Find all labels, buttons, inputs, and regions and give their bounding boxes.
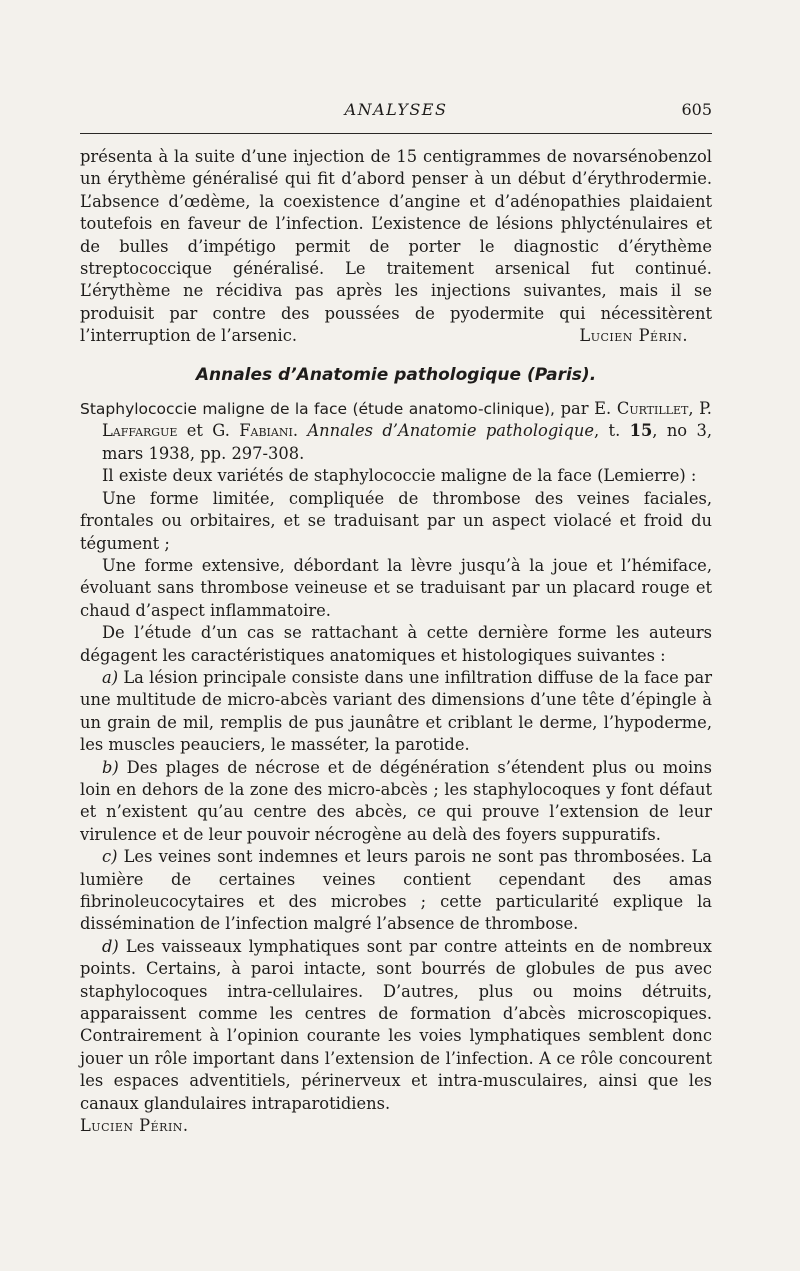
paragraph-form-extensive: Une forme extensive, débordant la lèvre jusqu’à la joue et l’hémiface, évoluant sans thrombose veineuse et se traduisant par un placard rouge et chaud d’aspect inflammatoire. [80,555,712,620]
reference-issue: , no 3, mars 1938, pp. 297-308. [102,421,712,463]
paragraph-form-limited: Une forme limitée, compliquée de thrombose des veines faciales, frontales ou orbitaires, et se traduisant par un aspect violacé et froid du tégument ; [80,488,712,553]
journal-heading: Annales d’Anatomie pathologique (Paris). [195,364,597,385]
signature: Lucien Périn. [80,1116,189,1136]
text-b: Des plages de nécrose et de dégénération s’étendent plus ou moins loin en dehors de la zone des micro-abcès ; les staphylocoques y font défaut et n’existent qu’au centre des abcès, ce qui prouve l’extension de leur virulence et de leur pouvoir nécrogène au delà des foyers suppuratifs. [80,757,712,844]
paragraph-c [80,846,712,936]
reference-dot: . [292,421,308,441]
page-body [80,146,712,1137]
paragraph-d [80,936,712,1115]
running-head [80,100,712,124]
paragraph-b [80,757,712,847]
page-number: 605 [681,100,712,119]
paragraph-a [80,667,712,757]
author-curtillet: E. Curtillet [594,399,689,419]
previous-article-paragraph: présenta à la suite d’une injection de 15 centigrammes de novarsénobenzol un érythème généralisé qui fit d’abord penser à un début d’érythrodermie. L’absence d’œdème, la coexistence d’angine et d’adénopathies plaidaient toutefois en faveur de l’infection. L’existence de lésions phlycténulaires et de bulles d’impétigo permit de porter le diagnostic d’érythème streptococcique généralisé. Le traitement arsenical fut continué. L’érythème ne récidiva pas après les injections suivantes, mais il se produisit par contre des poussées de pyodermite qui nécessitèrent l’interruption de l’arsenic. [80,147,712,346]
reference-tome: 15 [629,421,653,441]
text-a: La lésion principale consiste dans une infiltration diffuse de la face par une multitude de micro-abcès variant des dimensions d’une tête d’épingle à un grain de mil, remplis de pus jaunâtre et criblant le derme, l’hypoderme, les muscles peauciers, le masséter, la parotide. [80,667,712,755]
previous-article-signature: Lucien Périn. [579,326,688,346]
reference-sep: , [688,399,700,419]
reference-tome-prefix: , t. [594,421,630,441]
text-c: Les veines sont indemnes et leurs parois ne sont pas thrombosées. La lumière de certaines veines contient cependant des amas fibrinoleucocytaires et des microbes ; cette particularité explique la dissémination de l’infection malgré l’absence de thrombose. [80,847,712,934]
label-b: b) [102,757,119,777]
paragraph-study: De l’étude d’un cas se rattachant à cette dernière forme les auteurs dégagent les caractéristiques anatomiques et histologiques suivantes : [80,623,712,665]
text-d: Les vaisseaux lymphatiques sont par contre atteints en de nombreux points. Certains, à paroi intacte, sont bourrés de globules de pus avec staphylocoques intra-cellulaires. D’autres, plus ou moins détruits, apparaissent comme les centres de formation d’abcès microscopiques. Contrairement à l’opinion courante les voies lymphatiques semblent donc jouer un rôle important dans l’extension de l’infection. A ce rôle concourent les espaces adventitiels, périnerveux et intra-musculaires, ainsi que les canaux glandulaires intraparotidiens. [80,936,712,1113]
running-title: ANALYSES [344,100,448,119]
reference-by: par [554,399,595,419]
previous-article-text [80,146,712,348]
article-reference [80,398,712,465]
label-c: c) [102,847,118,867]
reference-and: et [177,421,213,441]
reference-journal: Annales d’Anatomie pathologique [307,421,595,441]
article-title: Staphylococcie maligne de la face (étude anatomo-clinique), [80,400,555,419]
header-rule [80,133,712,134]
label-d: d) [102,936,119,956]
label-a: a) [102,667,119,687]
author-laffargue: P. Laffargue [102,399,712,441]
author-fabiani: G. Fabiani [212,421,293,441]
paragraph-intro: Il existe deux variétés de staphylococcie maligne de la face (Lemierre) : [102,466,697,486]
